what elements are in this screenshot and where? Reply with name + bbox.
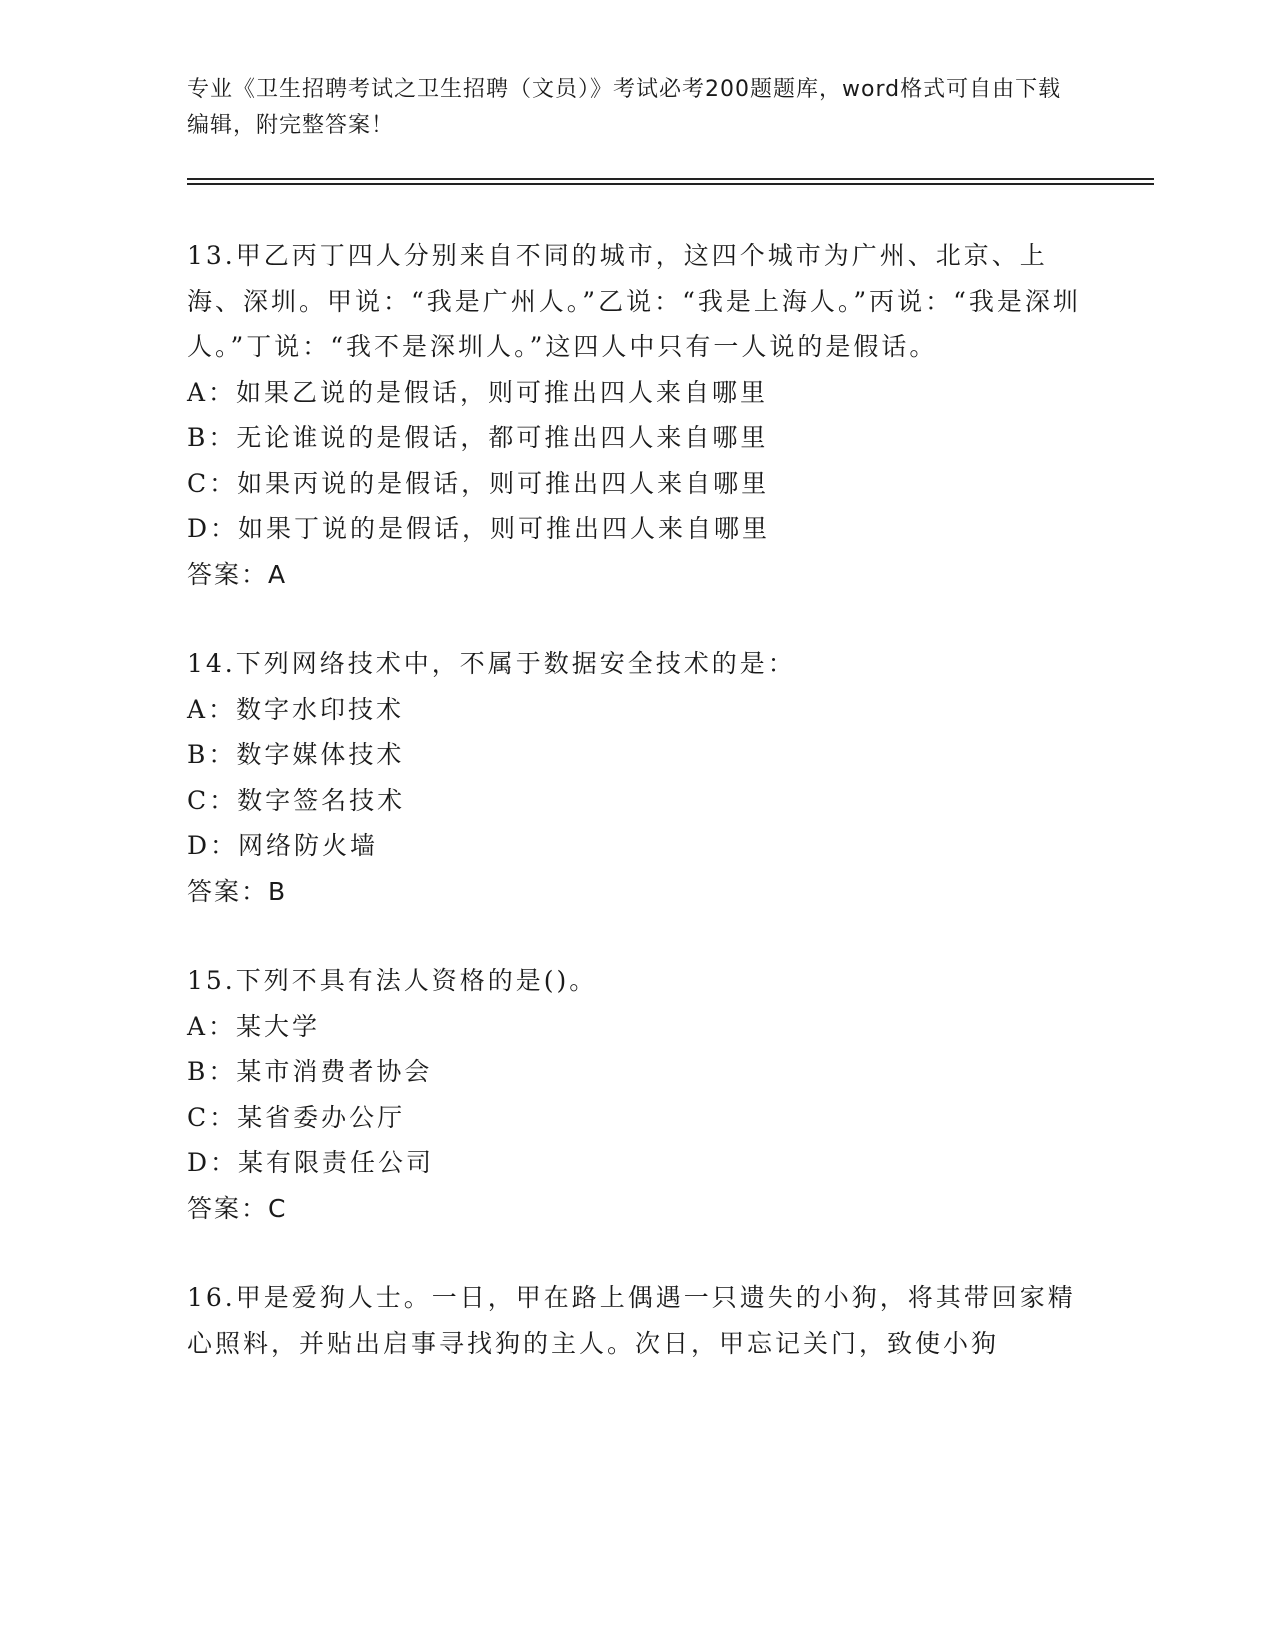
header-divider-top [187, 178, 1154, 180]
document-header [187, 72, 1067, 144]
header-divider-bottom [187, 183, 1154, 185]
answer: 答案：C [187, 1193, 288, 1223]
header-text: 专业《卫生招聘考试之卫生招聘（文员）》考试必考200题题库，word格式可自由下载编辑，附完整答案！ [187, 77, 1062, 138]
option-c: C：某省委办公厅 [187, 1102, 406, 1132]
question-stem: 13.甲乙丙丁四人分别来自不同的城市，这四个城市为广州、北京、上海、深圳。甲说：“我是广州人。”乙说：“我是上海人。”丙说：“我是深圳人。”丁说：“我不是深圳人。”这四人中只有一人说的是假话。 [187, 241, 1081, 361]
question-14 [187, 641, 1087, 914]
option-a: A：如果乙说的是假话，则可推出四人来自哪里 [187, 377, 769, 407]
question-stem: 14.下列网络技术中，不属于数据安全技术的是： [187, 649, 796, 678]
question-15 [187, 958, 1087, 1231]
option-b: B：某市消费者协会 [187, 1057, 433, 1086]
option-d: D：某有限责任公司 [187, 1148, 435, 1177]
option-c: C：数字签名技术 [187, 785, 406, 815]
option-d: D：如果丁说的是假话，则可推出四人来自哪里 [187, 514, 771, 543]
question-stem: 15.下列不具有法人资格的是()。 [187, 966, 598, 995]
option-a: A：数字水印技术 [187, 694, 405, 724]
option-b: B：数字媒体技术 [187, 740, 405, 769]
question-stem: 16.甲是爱狗人士。一日，甲在路上偶遇一只遗失的小狗，将其带回家精心照料，并贴出启事寻找狗的主人。次日，甲忘记关门，致使小狗 [187, 1283, 1076, 1358]
question-list [187, 233, 1087, 1410]
answer: 答案：A [187, 559, 288, 589]
option-c: C：如果丙说的是假话，则可推出四人来自哪里 [187, 468, 770, 498]
question-13 [187, 233, 1087, 597]
question-16 [187, 1275, 1087, 1366]
option-a: A：某大学 [187, 1011, 321, 1041]
answer: 答案：B [187, 876, 288, 906]
option-b: B：无论谁说的是假话，都可推出四人来自哪里 [187, 423, 769, 452]
option-d: D：网络防火墙 [187, 831, 379, 860]
